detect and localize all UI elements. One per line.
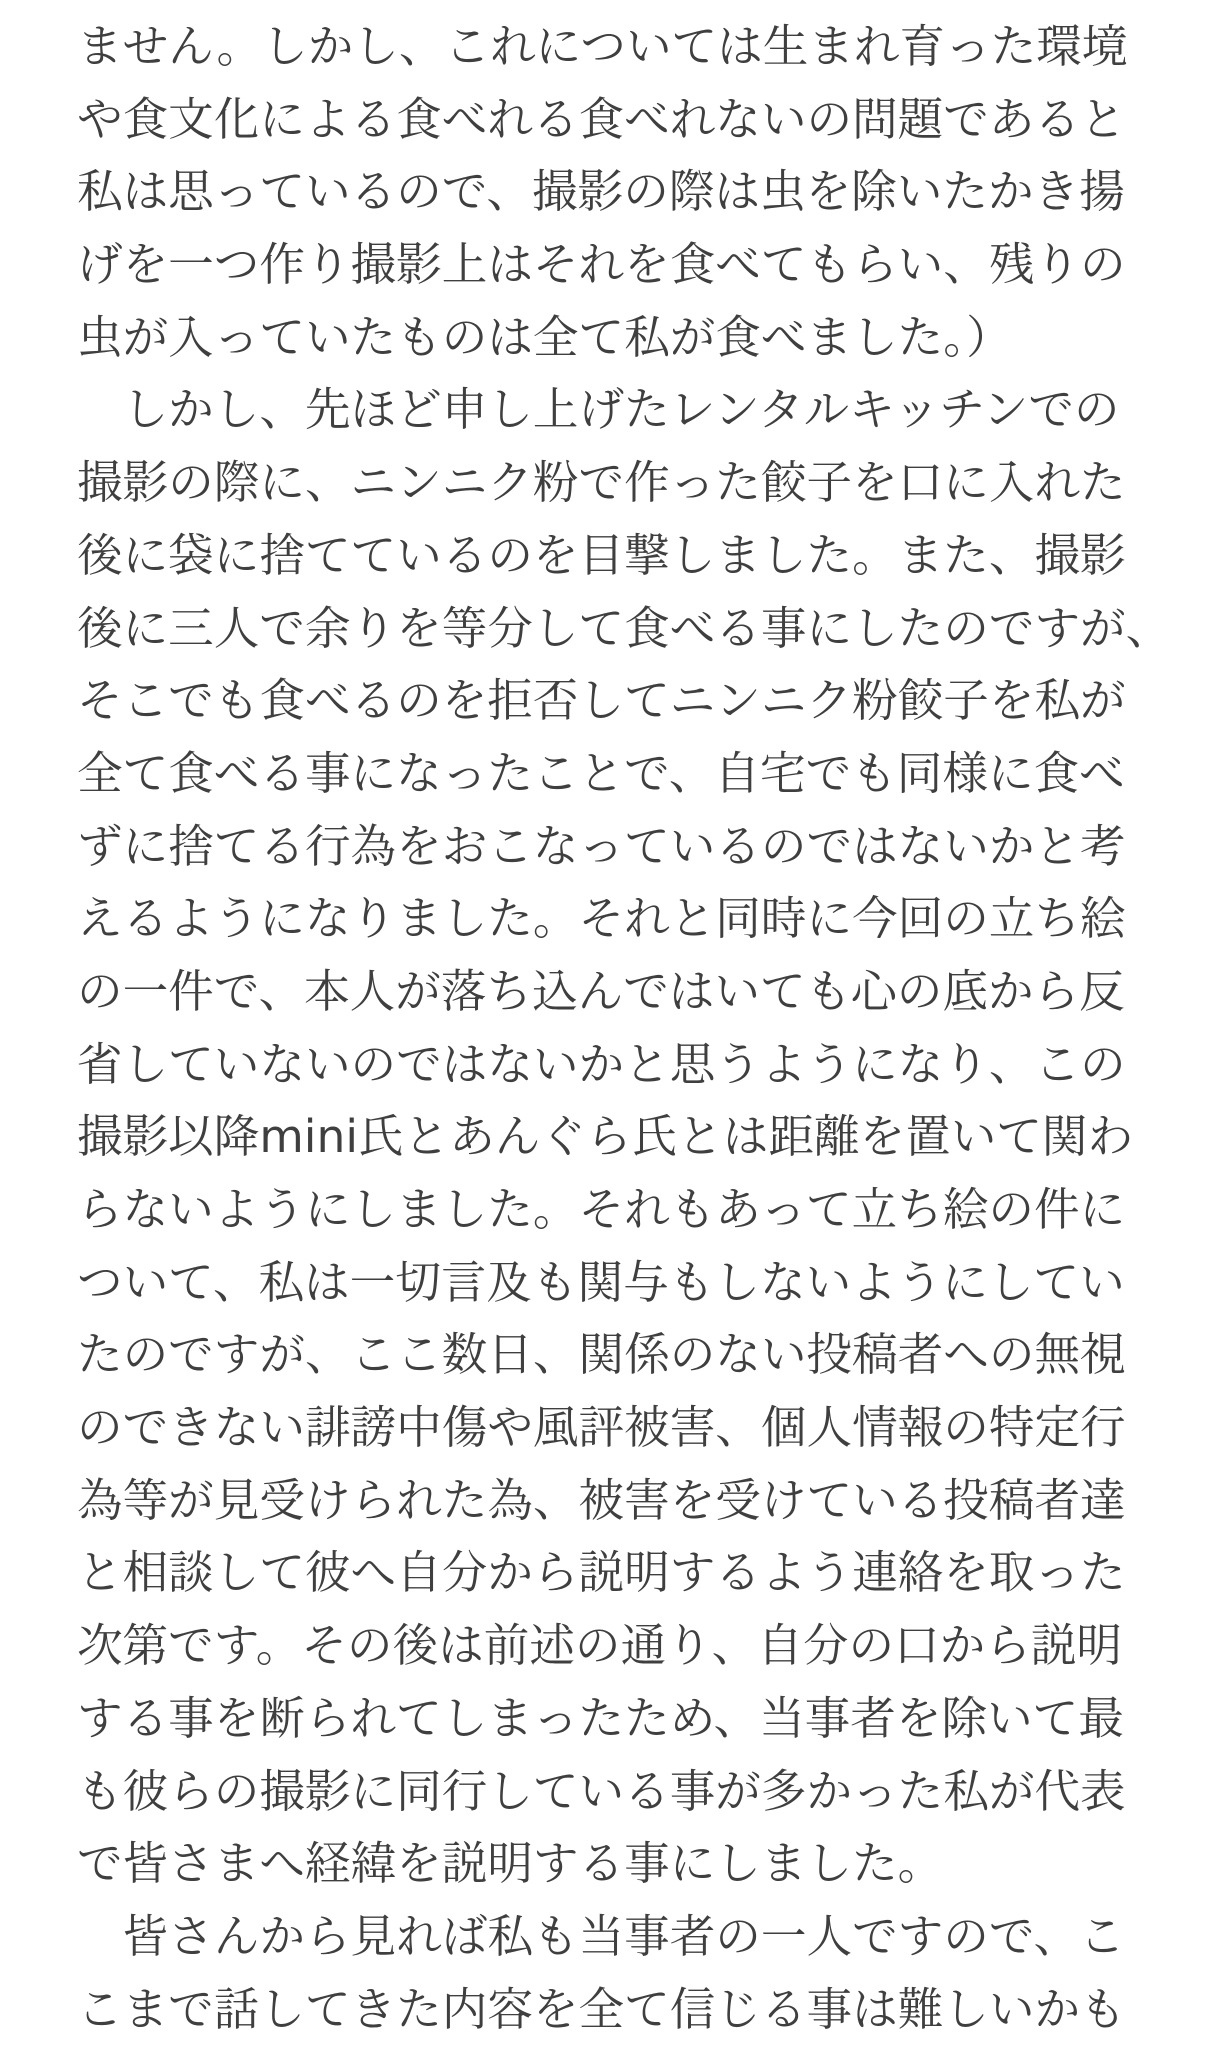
text-line: ずに捨てる行為をおこなっているのではないかと考 bbox=[77, 819, 1126, 873]
text-line: えるようになりました。それと同時に今回の立ち絵 bbox=[77, 892, 1126, 946]
text-line: 省していないのではないかと思うようになり、この bbox=[77, 1037, 1126, 1091]
text-line: も彼らの撮影に同行している事が多かった私が代表 bbox=[77, 1764, 1126, 1818]
text-line: こまで話してきた内容を全て信じる事は難しいかも bbox=[77, 1982, 1126, 2036]
text-line: たのですが、ここ数日、関係のない投稿者への無視 bbox=[77, 1328, 1126, 1382]
text-line: ません。しかし、これについては生まれ育った環境 bbox=[77, 20, 1128, 73]
text-line: 後に三人で余りを等分して食べる事にしたのですが、 bbox=[77, 601, 1172, 655]
text-line: 次第です。その後は前述の通り、自分の口から説明 bbox=[77, 1619, 1123, 1673]
text-line: らないようにしました。それもあって立ち絵の件に bbox=[77, 1183, 1126, 1236]
text-line: ついて、私は一切言及も関与もしないようにしてい bbox=[77, 1255, 1125, 1309]
text-line: しかし、先ほど申し上げたレンタルキッチンでの bbox=[77, 383, 1120, 437]
text-line: 後に袋に捨てているのを目撃しました。また、撮影 bbox=[77, 528, 1126, 582]
text-line: のできない誹謗中傷や風評被害、個人情報の特定行 bbox=[77, 1401, 1126, 1455]
text-line: 撮影の際に、ニンニク粉で作った餃子を口に入れた bbox=[77, 456, 1126, 510]
text-line: げを一つ作り撮影上はそれを食べてもらい、残りの bbox=[77, 238, 1126, 292]
text-line: する事を断られてしまったため、当事者を除いて最 bbox=[77, 1691, 1124, 1745]
text-line: そこでも食べるのを拒否してニンニク粉餃子を私が bbox=[77, 674, 1126, 728]
text-line: の一件で、本人が落ち込んではいても心の底から反 bbox=[77, 964, 1125, 1018]
text-line: 皆さんから見れば私も当事者の一人ですので、こ bbox=[77, 1909, 1125, 1963]
document-text bbox=[77, 11, 1172, 2046]
text-line: で皆さまへ経緯を説明する事にしました。 bbox=[77, 1837, 944, 1891]
text-line: 全て食べる事になったことで、自宅でも同様に食べ bbox=[77, 746, 1125, 800]
text-line: 私は思っているので、撮影の際は虫を除いたかき揚 bbox=[77, 165, 1125, 219]
text-line: 為等が見受けられた為、被害を受けている投稿者達 bbox=[77, 1473, 1126, 1527]
paragraph bbox=[77, 11, 1129, 374]
text-line: と相談して彼へ自分から説明するよう連絡を取った bbox=[77, 1546, 1126, 1600]
text-line: や食文化による食べれる食べれないの問題であると bbox=[77, 92, 1126, 146]
paragraph bbox=[77, 374, 1172, 1900]
text-line: 撮影以降mini氏とあんぐら氏とは距離を置いて関わ bbox=[77, 1110, 1134, 1164]
text-line: 虫が入っていたものは全て私が食べました。） bbox=[77, 310, 1012, 364]
paragraph bbox=[77, 1901, 1129, 2046]
